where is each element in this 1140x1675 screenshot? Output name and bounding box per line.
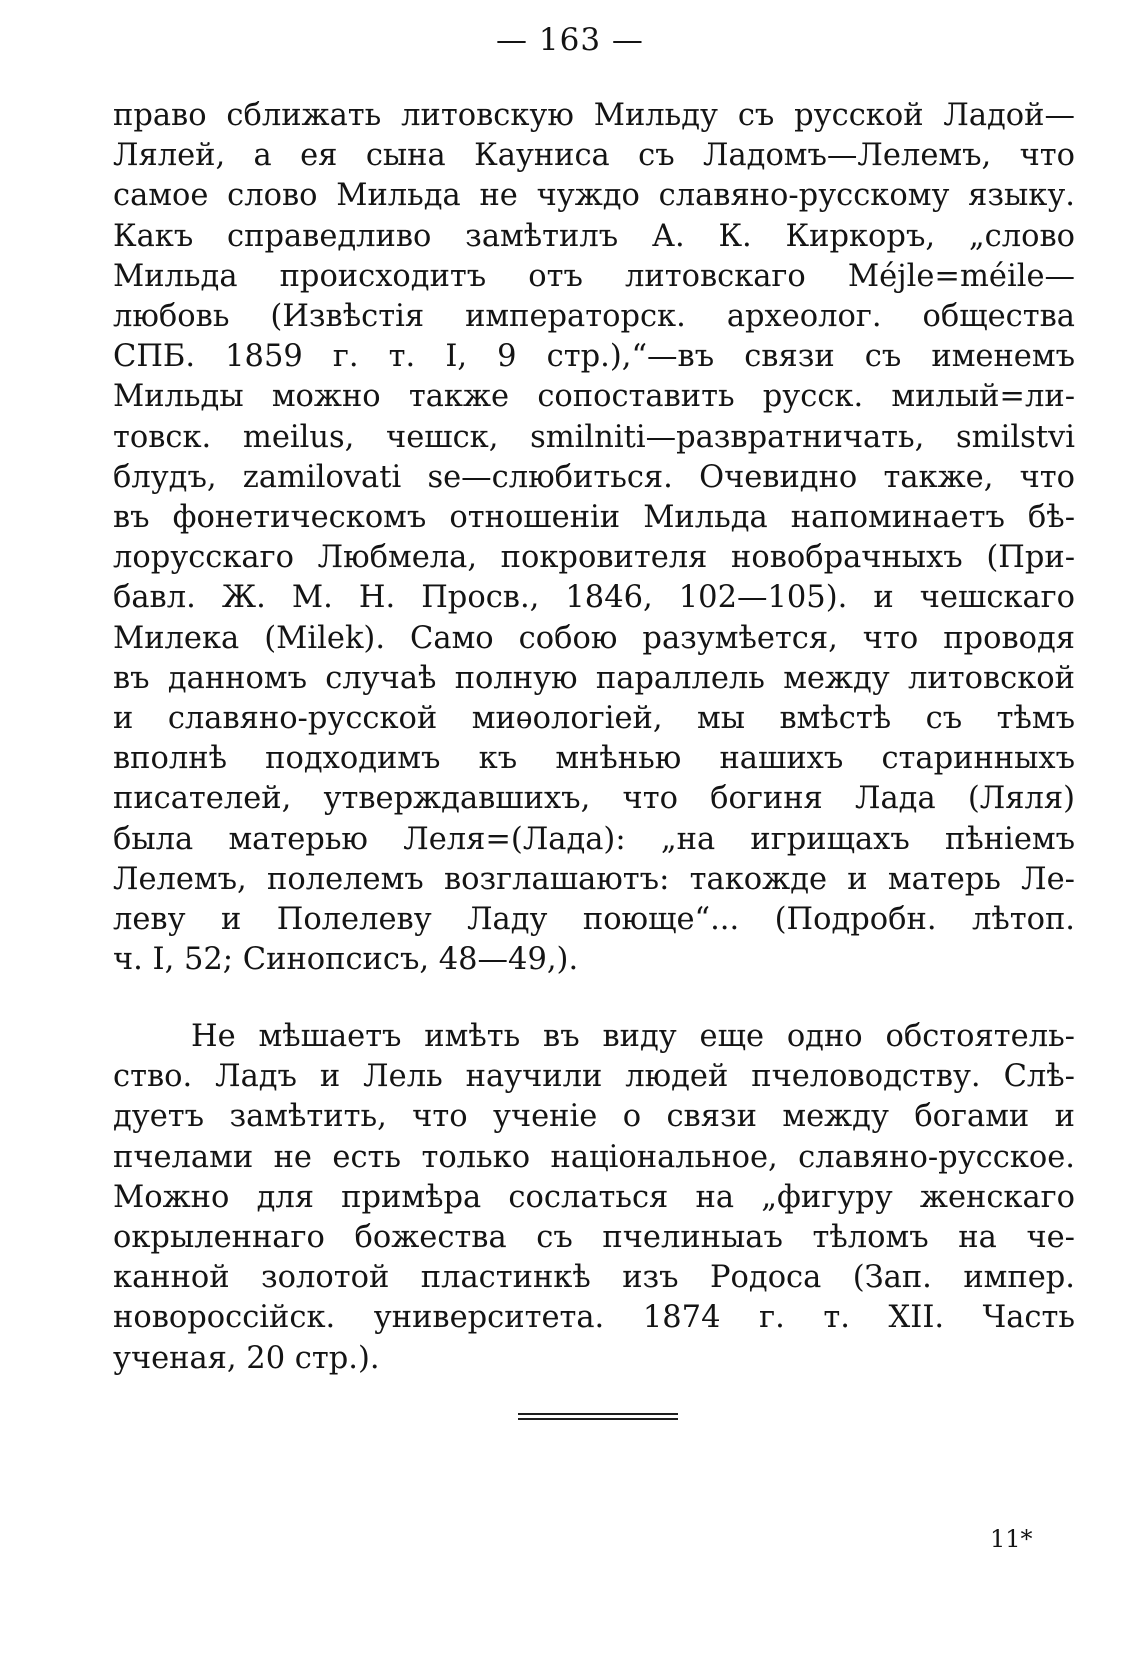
text-line: Милека (Milek). Само собою разумѣется, что проводя: [113, 620, 1075, 656]
text-line: Мильды можно также сопоставить русск. милый=ли-: [113, 379, 1075, 415]
section-divider: [518, 1413, 678, 1420]
text-line: бавл. Ж. М. Н. Просв., 1846, 102—105). и чешскаго: [113, 580, 1075, 616]
text-line: Какъ справедливо замѣтилъ А. К. Киркоръ, „слово: [113, 218, 1075, 254]
text-line: канной золотой пластинкѣ изъ Родоса (Зап. импер.: [113, 1260, 1075, 1296]
paragraph-1: [113, 96, 1075, 980]
text-line: ство. Ладъ и Лель научили людей пчеловодству. Слѣ-: [113, 1059, 1075, 1095]
text-line: пчелами не есть только національное, славяно-русское.: [113, 1139, 1075, 1175]
text-line: Не мѣшаетъ имѣть въ виду еще одно обстоятель-: [191, 1019, 1075, 1054]
text-line: новороссійск. университета. 1874 г. т. XII. Часть: [113, 1300, 1075, 1336]
divider-line: [518, 1413, 678, 1415]
divider-line: [518, 1418, 678, 1420]
text-line: дуетъ замѣтить, что ученіе о связи между богами и: [113, 1099, 1075, 1135]
text-line: леву и Полелеву Ладу поюще“... (Подробн. лѣтоп.: [113, 902, 1075, 938]
text-line: право сближать литовскую Мильду съ русской Ладой—: [113, 98, 1075, 133]
signature-mark: 11*: [990, 1525, 1033, 1553]
text-line: товск. meilus, чешск, smilniti—развратничать, smilstvi: [113, 419, 1075, 455]
text-line: ученая, 20 стр.).: [113, 1340, 380, 1376]
text-line: писателей, утверждавшихъ, что богиня Лада (Ляля): [113, 781, 1075, 817]
text-line: въ данномъ случаѣ полную параллель между литовской: [113, 660, 1075, 696]
text-line: окрыленнаго божества съ пчелиныаъ тѣломъ на че-: [113, 1220, 1075, 1256]
text-line: ч. I, 52; Синопсисъ, 48—49,).: [113, 942, 579, 978]
text-line: и славяно-русской миѳологіей, мы вмѣстѣ съ тѣмъ: [113, 701, 1075, 737]
text-line: Можно для примѣра сослаться на „фигуру женскаго: [113, 1179, 1075, 1215]
text-line: лорусскаго Любмела, покровителя новобрачныхъ (При-: [113, 540, 1075, 576]
text-line: Мильда происходитъ отъ литовскаго Méjle=méile—: [113, 258, 1075, 294]
text-line: самое слово Мильда не чуждо славяно-русскому языку.: [113, 178, 1075, 214]
text-line: Лелемъ, полелемъ возглашаютъ: такожде и матерь Ле-: [113, 861, 1075, 897]
text-line: Лялей, а ея сына Кауниса съ Ладомъ—Лелемъ, что: [113, 138, 1075, 174]
text-line: СПБ. 1859 г. т. I, 9 стр.),“—въ связи съ именемъ: [113, 339, 1075, 375]
page-number: — 163 —: [496, 22, 644, 58]
paragraph-2: [113, 1017, 1075, 1379]
text-line: блудъ, zamilovati se—слюбиться. Очевидно также, что: [113, 459, 1075, 495]
text-line: вполнѣ подходимъ къ мнѣнью нашихъ старинныхъ: [113, 741, 1075, 777]
text-line: любовь (Извѣстія императорск. археолог. общества: [113, 299, 1075, 335]
text-line: въ фонетическомъ отношеніи Мильда напоминаетъ бѣ-: [113, 500, 1075, 536]
text-line: была матерью Леля=(Лада): „на игрищахъ пѣніемъ: [113, 821, 1075, 857]
